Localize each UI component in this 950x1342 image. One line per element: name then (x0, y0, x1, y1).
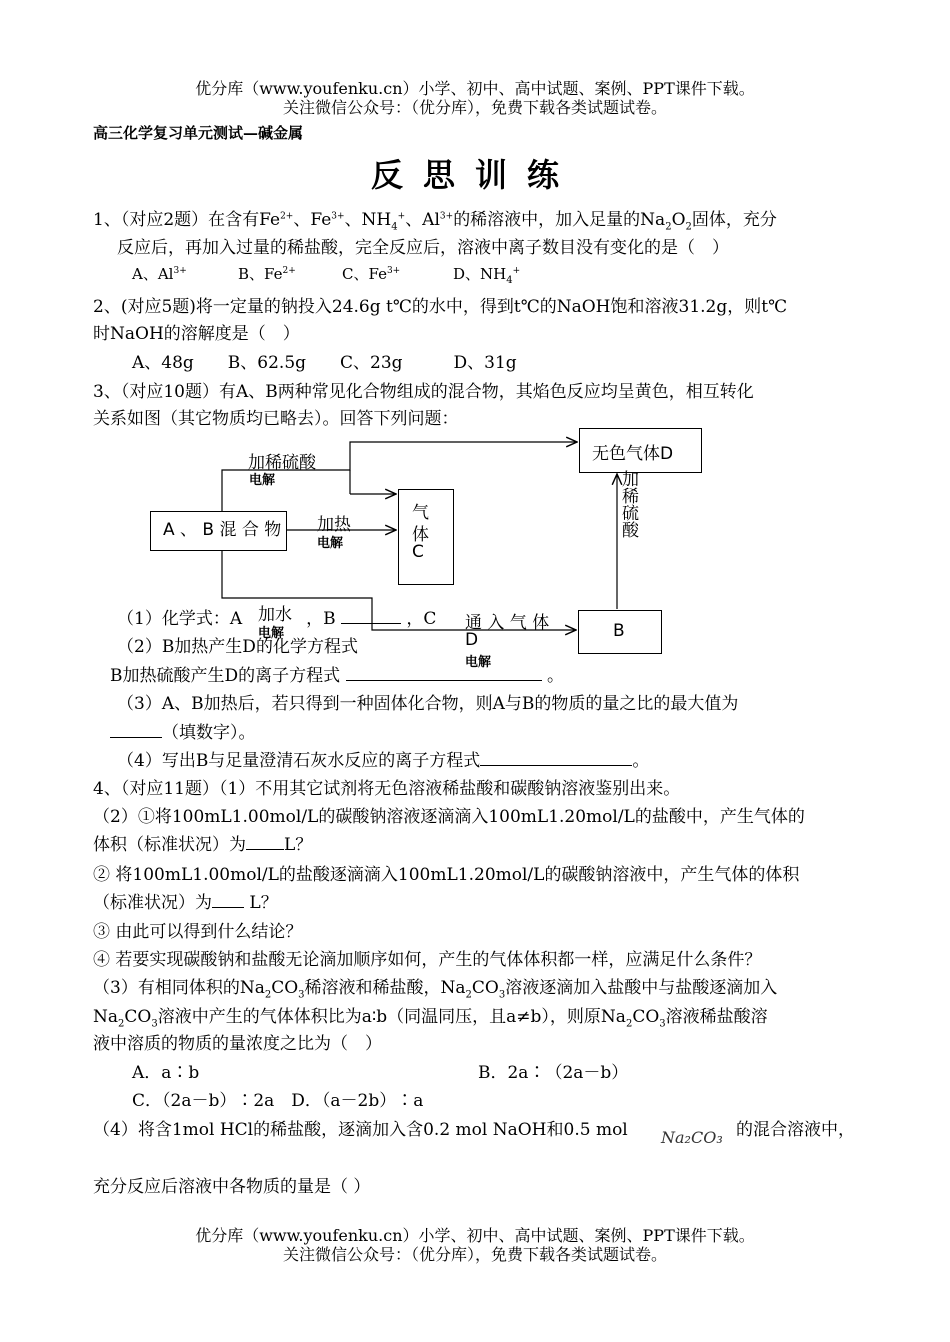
q4-p2f: ④ 若要实现碳酸钠和盐酸无论滴加顺序如何，产生的气体体积都一样，应满足什么条件？ (93, 950, 762, 970)
q3-s1: （1）化学式：A ，B ，C (117, 609, 437, 629)
q1-option-d: D、$NH_4^+$ (453, 265, 521, 286)
q3-s2b: B加热硫酸产生D的离子方程式 。 (110, 666, 564, 686)
label-add-acid: 加稀硫酸 (248, 453, 316, 473)
q2-options: A、48g B、62.5g C、23g D、31g (132, 353, 517, 373)
label-elec-4: 电解 (465, 655, 492, 670)
q3-s3b: （填数字）。 (110, 718, 256, 743)
header-line-2: 关注微信公众号：（优分库），免费下载各类试题试卷。 (282, 98, 667, 117)
q1-option-b: B、$Fe^{2+}$ (238, 265, 296, 283)
label-heat: 加热 (317, 515, 351, 535)
box-gas-d: 无色气体D (579, 428, 702, 473)
q4-p3a: （3）有相同体积的$Na_2CO_3$稀溶液和稀盐酸，$Na_2CO_3$溶液逐滴加入盐酸中与盐酸逐滴加入 (93, 978, 778, 1001)
q4-p2d: （标准状况）为 L？ (93, 893, 278, 913)
q3-s4: （4）写出B与足量澄清石灰水反应的离子方程式 。 (117, 751, 650, 771)
label-elec-3: 电解 (258, 626, 285, 641)
na2co3-formula: Na₂CO₃ (661, 1128, 723, 1147)
q4-p4b: 充分反应后溶液中各物质的量是（ ） (93, 1177, 371, 1197)
q1-line-2: 反应后，再加入过量的稀盐酸，完全反应后，溶液中离子数目没有变化的是（ ） (117, 238, 729, 258)
box-b: B (578, 610, 662, 654)
q4-p2b: 体积（标准状况）为 L？ (93, 835, 313, 855)
q4-p2e: ③ 由此可以得到什么结论？ (93, 922, 303, 942)
box-gas-c: 气 体 C (398, 489, 454, 585)
q4-option-b: B．2a∶（2a－b） (478, 1063, 629, 1083)
label-elec-1: 电解 (249, 473, 276, 488)
footer-line-1: 优分库（www.youfenku.cn）小学、初中、高中试题、案例、PPT课件下载。 (195, 1226, 755, 1245)
q4-option-a: A．a∶b (132, 1063, 200, 1083)
subtitle: 高三化学复习单元测试—碱金属 (93, 124, 304, 142)
q2-line-2: 时NaOH的溶解度是（ ） (93, 324, 300, 344)
q4-p3b: $Na_2CO_3$溶液中产生的气体体积比为a∶b（同温同压，且a≠b），则原$Na_2CO_3$溶液稀盐酸溶 (93, 1007, 768, 1030)
q1-line-1: 1、（对应2题）在含有$Fe^{2+}$、$Fe^{3+}$、$NH_4^+$、$Al^{3+}$的稀溶液中，加入足量的$Na_2O_2$固体，充分 (93, 210, 777, 233)
q3-s3a: （3）A、B加热后，若只得到一种固体化合物，则A与B的物质的量之比的最大值为 (117, 694, 739, 714)
q1-option-c: C、$Fe^{3+}$ (342, 265, 401, 283)
label-gas-d: D (465, 630, 479, 650)
q1-option-a: A、$Al^{3+}$ (132, 265, 187, 283)
q3-line-2: 关系如图（其它物质均已略去）。回答下列问题： (93, 409, 459, 429)
q4-p3c: 液中溶质的物质的量浓度之比为（ ） (93, 1034, 382, 1054)
q4-p2a: （2）①将100mL1.00mol/L的碳酸钠溶液逐滴滴入100mL1.20mol/L的盐酸中，产生气体的 (93, 807, 805, 827)
q4-p2c: ② 将100mL1.00mol/L的盐酸逐滴滴入100mL1.20mol/L的碳酸钠溶液中，产生气体的体积 (93, 865, 800, 885)
q4-p4a: （4）将含1mol HCl的稀盐酸，逐滴加入含0.2 mol NaOH和0.5 mol (93, 1120, 628, 1140)
q3-line-1: 3、（对应10题）有A、B两种常见化合物组成的混合物，其焰色反应均呈黄色，相互转化 (93, 382, 754, 402)
page-title: 反思训练 (370, 156, 579, 194)
q4-line-1: 4、（对应11题）（1）不用其它试剂将无色溶液稀盐酸和碳酸钠溶液鉴别出来。 (93, 779, 681, 799)
q3-s2a: （2）B加热产生D的化学方程式 (117, 637, 358, 657)
q4-p4a-end: 的混合溶液中， (736, 1120, 855, 1140)
label-pass-gas: 通 入 气 体 (465, 613, 550, 633)
label-water: 加水 (258, 605, 292, 625)
header-line-1: 优分库（www.youfenku.cn）小学、初中、高中试题、案例、PPT课件下载。 (195, 79, 755, 98)
q2-line-1: 2、(对应5题)将一定量的钠投入24.6g t℃的水中，得到t℃的NaOH饱和溶液31.2g，则t℃ (93, 297, 788, 317)
footer-line-2: 关注微信公众号：（优分库），免费下载各类试题试卷。 (282, 1245, 667, 1264)
q4-option-cd: C．（2a－b）∶2a D．（a－2b）∶a (132, 1091, 424, 1111)
label-up-acid: 加 稀 硫 酸 (622, 470, 639, 541)
box-mixture: A 、 B 混 合 物 (150, 511, 287, 551)
label-elec-2: 电解 (317, 536, 344, 551)
